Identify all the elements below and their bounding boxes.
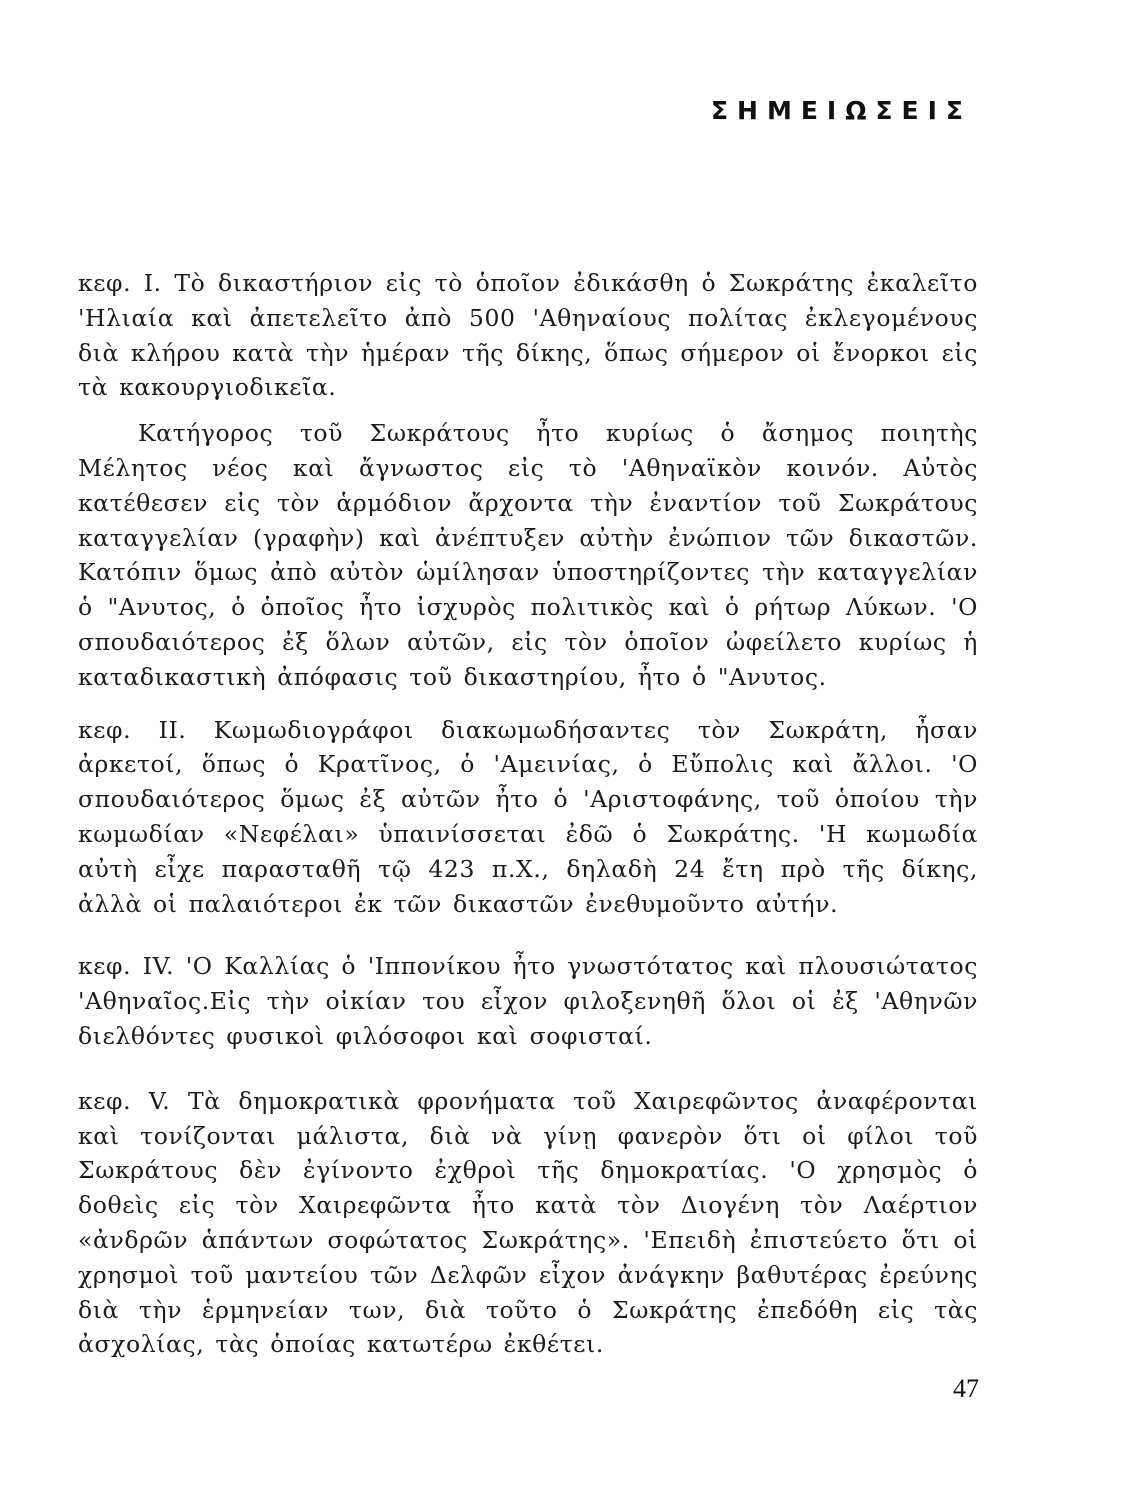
note-chapter-2: κεφ. ΙΙ. Κωμωδιογράφοι διακωμωδήσαντες τὸν Σωκράτη, ἦσαν ἀρκετοί, ὅπως ὁ Κρατῖνος, ὁ 'Αμεινίας, ὁ Εὔπολις καὶ ἄλλοι. 'Ο σπουδαιότερος ὅμως ἐξ αὐτῶν ἦτο ὁ 'Αριστοφάνης, τοῦ ὁποίου τὴν κωμωδίαν «Νεφέλαι» ὑπαινίσσεται ἐδῶ ὁ Σωκράτης. 'Η κωμωδία αὐτὴ εἶχε παρασταθῆ τῷ 423 π.Χ., δηλαδὴ 24 ἔτη πρὸ τῆς δίκης, ἀλλὰ οἱ παλαιότεροι ἐκ τῶν δικαστῶν ἐνεθυμοῦντο αὐτήν. bbox=[78, 715, 978, 918]
page-number: 47 bbox=[953, 1374, 979, 1403]
note-chapter-1-continued: Κατήγορος τοῦ Σωκράτους ἦτο κυρίως ὁ ἄσημος ποιητὴς Μέλητος νέος καὶ ἄγνωστος εἰς τὸ 'Αθηναϊκὸν κοινόν. Αὐτὸς κατέθεσεν εἰς τὸν ἁρμόδιον ἄρχοντα τὴν ἐναντίον τοῦ Σωκράτους καταγγελίαν (γραφὴν) καὶ ἀνέπτυξεν αὐτὴν ἐνώπιον τῶν δικαστῶν. Κατόπιν ὅμως ἀπὸ αὐτὸν ὡμίλησαν ὑποστηρίζοντες τὴν καταγγελίαν ὁ "Ανυτος, ὁ ὁποῖος ἦτο ἰσχυρὸς πολιτικὸς καὶ ὁ ρήτωρ Λύκων. 'Ο σπουδαιότερος ἐξ ὅλων αὐτῶν, εἰς τὸν ὁποῖον ὠφείλετο κυρίως ἡ καταδικαστικὴ ἀπόφασις τοῦ δικαστηρίου, ἦτο ὁ "Ανυτος. bbox=[78, 419, 978, 691]
note-chapter-5: κεφ. V. Τὰ δημοκρατικὰ φρονήματα τοῦ Χαιρεφῶντος ἀναφέρονται καὶ τονίζονται μάλιστα, διὰ νὰ γίνῃ φανερὸν ὅτι οἱ φίλοι τοῦ Σωκράτους δὲν ἐγίνοντο ἐχθροὶ τῆς δημοκρατίας. 'Ο χρησμὸς ὁ δοθεὶς εἰς τὸν Χαιρεφῶντα ἦτο κατὰ τὸν Διογένη τὸν Λαέρτιον «ἀνδρῶν ἁπάντων σοφώτατος Σωκράτης». 'Επειδὴ ἐπιστεύετο ὅτι οἱ χρησμοὶ τοῦ μαντείου τῶν Δελφῶν εἶχον ἀνάγκην βαθυτέρας ἐρεύνης διὰ τὴν ἑρμηνείαν των, διὰ τοῦτο ὁ Σωκράτης ἐπεδόθη εἰς τὰς ἀσχολίας, τὰς ὁποίας κατωτέρω ἐκθέτει. bbox=[78, 1086, 978, 1359]
notes-body bbox=[78, 266, 978, 1362]
note-chapter-4: κεφ. ΙV. 'Ο Καλλίας ὁ 'Ιππονίκου ἦτο γνωστότατος καὶ πλουσιώτατος 'Αθηναῖος.Εἰς τὴν οἰκίαν του εἶχον φιλοξενηθῆ ὅλοι οἱ ἐξ 'Αθηνῶν διελθόντες φυσικοὶ φιλόσοφοι καὶ σοφισταί. bbox=[78, 952, 978, 1050]
page-heading: ΣΗΜΕΙΩΣΕΙΣ bbox=[710, 96, 972, 125]
note-chapter-1: κεφ. Ι. Τὸ δικαστήριον εἰς τὸ ὁποῖον ἐδικάσθη ὁ Σωκράτης ἐκαλεῖτο 'Ηλιαία καὶ ἀπετελεῖτο ἀπὸ 500 'Αθηναίους πολίτας ἐκλεγομένους διὰ κλήρου κατὰ τὴν ἡμέραν τῆς δίκης, ὅπως σήμερον οἱ ἔνορκοι εἰς τὰ κακουργιοδικεῖα. bbox=[78, 269, 978, 402]
